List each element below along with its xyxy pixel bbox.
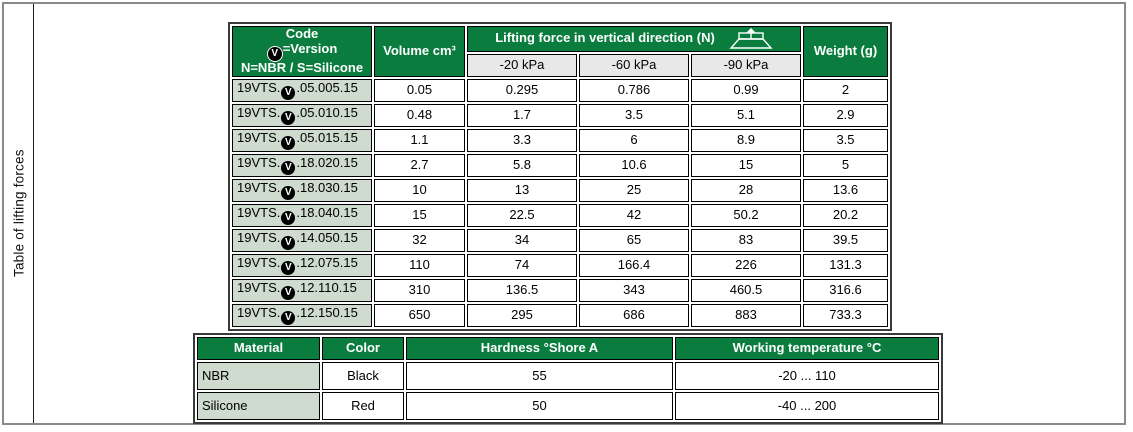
product-code-cell (232, 279, 372, 302)
volume-cell: 0.05 (374, 79, 465, 102)
force-60kpa-cell: 42 (579, 204, 689, 227)
lifting-table-row (232, 179, 888, 202)
version-badge-icon: V (281, 186, 295, 200)
force-90kpa-cell: 8.9 (691, 129, 801, 152)
force-20kpa-cell: 295 (467, 304, 577, 327)
code-suffix: .18.040.15 (296, 204, 358, 220)
version-badge-icon: V (281, 311, 295, 325)
code-prefix: 19VTS. (237, 179, 281, 195)
version-badge-icon: V (281, 136, 295, 150)
hardness-column-header: Hardness °Shore A (406, 337, 673, 360)
working-temperature-column-header: Working temperature °C (675, 337, 939, 360)
code-suffix: .12.110.15 (296, 279, 357, 295)
working-temperature-cell: -40 ... 200 (675, 392, 939, 420)
volume-cell: 310 (374, 279, 465, 302)
force-90kpa-cell: 0.99 (691, 79, 801, 102)
force-60kpa-cell: 3.5 (579, 104, 689, 127)
code-prefix: 19VTS. (237, 79, 281, 95)
lifting-table-row (232, 104, 888, 127)
code-prefix: 19VTS. (237, 129, 281, 145)
code-suffix: .18.030.15 (296, 179, 358, 195)
hardness-cell: 50 (406, 392, 673, 420)
weight-cell: 13.6 (803, 179, 888, 202)
weight-cell: 39.5 (803, 229, 888, 252)
weight-column-header: Weight (g) (803, 26, 888, 77)
force-20kpa-cell: 13 (467, 179, 577, 202)
weight-cell: 131.3 (803, 254, 888, 277)
material-table-row (197, 392, 939, 420)
material-table-row (197, 362, 939, 390)
code-prefix: 19VTS. (237, 154, 281, 170)
subheader-90kpa: -90 kPa (691, 54, 801, 77)
version-badge-icon: V (281, 236, 295, 250)
volume-cell: 15 (374, 204, 465, 227)
force-90kpa-cell: 226 (691, 254, 801, 277)
force-20kpa-cell: 34 (467, 229, 577, 252)
lifting-table-row (232, 229, 888, 252)
color-column-header: Color (322, 337, 404, 360)
code-suffix: .05.005.15 (296, 79, 358, 95)
product-code-cell (232, 304, 372, 327)
weight-cell: 5 (803, 154, 888, 177)
product-code-cell (232, 204, 372, 227)
force-20kpa-cell: 1.7 (467, 104, 577, 127)
working-temperature-cell: -20 ... 110 (675, 362, 939, 390)
code-column-header (232, 26, 372, 77)
force-60kpa-cell: 10.6 (579, 154, 689, 177)
code-prefix: 19VTS. (237, 104, 281, 120)
version-badge-icon: V (281, 111, 295, 125)
material-header-row (197, 337, 939, 360)
subheader-60kpa: -60 kPa (579, 54, 689, 77)
volume-cell: 1.1 (374, 129, 465, 152)
weight-cell: 20.2 (803, 204, 888, 227)
code-prefix: 19VTS. (237, 304, 281, 320)
lifting-table-row (232, 279, 888, 302)
force-90kpa-cell: 15 (691, 154, 801, 177)
lifting-force-group-label: Lifting force in vertical direction (N) (495, 30, 715, 46)
datasheet-page (2, 2, 1126, 425)
code-suffix: .14.050.15 (296, 229, 358, 245)
version-badge-icon: V (281, 261, 295, 275)
force-90kpa-cell: 883 (691, 304, 801, 327)
version-badge-icon: V (281, 286, 295, 300)
code-prefix: 19VTS. (237, 229, 281, 245)
weight-cell: 2 (803, 79, 888, 102)
product-code-cell (232, 129, 372, 152)
lifting-table-row (232, 79, 888, 102)
material-properties-table (193, 333, 943, 424)
header-row-1 (232, 26, 888, 52)
force-60kpa-cell: 0.786 (579, 79, 689, 102)
product-code-cell (232, 229, 372, 252)
weight-cell: 3.5 (803, 129, 888, 152)
force-60kpa-cell: 343 (579, 279, 689, 302)
volume-cell: 32 (374, 229, 465, 252)
force-20kpa-cell: 3.3 (467, 129, 577, 152)
code-suffix: .05.010.15 (296, 104, 358, 120)
code-suffix: .12.075.15 (296, 254, 358, 270)
suction-cup-icon (729, 28, 773, 50)
material-color-cell: Black (322, 362, 404, 390)
material-color-cell: Red (322, 392, 404, 420)
lifting-forces-table (228, 22, 892, 331)
material-key-label: N=NBR / S=Silicone (240, 59, 364, 75)
material-name-cell: NBR (197, 362, 320, 390)
weight-cell: 733.3 (803, 304, 888, 327)
material-column-header: Material (197, 337, 320, 360)
volume-cell: 10 (374, 179, 465, 202)
force-60kpa-cell: 25 (579, 179, 689, 202)
lifting-force-group-header (467, 26, 801, 52)
weight-cell: 316.6 (803, 279, 888, 302)
sidebar-divider (33, 4, 34, 423)
lifting-table-row (232, 154, 888, 177)
product-code-cell (232, 79, 372, 102)
lifting-table-row (232, 204, 888, 227)
force-60kpa-cell: 65 (579, 229, 689, 252)
product-code-cell (232, 179, 372, 202)
volume-cell: 2.7 (374, 154, 465, 177)
force-90kpa-cell: 28 (691, 179, 801, 202)
weight-cell: 2.9 (803, 104, 888, 127)
subheader-20kpa: -20 kPa (467, 54, 577, 77)
code-suffix: .05.015.15 (296, 129, 358, 145)
version-badge-icon: V (281, 211, 295, 225)
force-60kpa-cell: 166.4 (579, 254, 689, 277)
volume-cell: 110 (374, 254, 465, 277)
product-code-cell (232, 154, 372, 177)
code-prefix: 19VTS. (237, 279, 281, 295)
code-prefix: 19VTS. (237, 254, 281, 270)
version-badge-icon: V (281, 161, 295, 175)
code-title: Code (285, 26, 319, 41)
lifting-table-row (232, 304, 888, 327)
force-60kpa-cell: 6 (579, 129, 689, 152)
code-suffix: .12.150.15 (296, 304, 358, 320)
hardness-cell: 55 (406, 362, 673, 390)
force-20kpa-cell: 74 (467, 254, 577, 277)
volume-cell: 650 (374, 304, 465, 327)
material-name-cell: Silicone (197, 392, 320, 420)
code-suffix: .18.020.15 (296, 154, 358, 170)
force-20kpa-cell: 22.5 (467, 204, 577, 227)
force-60kpa-cell: 686 (579, 304, 689, 327)
lifting-table-row (232, 129, 888, 152)
lifting-table-row (232, 254, 888, 277)
force-90kpa-cell: 83 (691, 229, 801, 252)
version-badge-icon: V (281, 86, 295, 100)
force-90kpa-cell: 460.5 (691, 279, 801, 302)
volume-cell: 0.48 (374, 104, 465, 127)
code-prefix: 19VTS. (237, 204, 281, 220)
force-90kpa-cell: 5.1 (691, 104, 801, 127)
volume-column-header: Volume cm³ (374, 26, 465, 77)
force-20kpa-cell: 0.295 (467, 79, 577, 102)
force-20kpa-cell: 136.5 (467, 279, 577, 302)
section-title-vertical: Table of lifting forces (11, 149, 27, 278)
version-badge-icon: V (268, 47, 282, 61)
product-code-cell (232, 254, 372, 277)
product-code-cell (232, 104, 372, 127)
version-label: =Version (282, 40, 338, 56)
force-20kpa-cell: 5.8 (467, 154, 577, 177)
force-90kpa-cell: 50.2 (691, 204, 801, 227)
